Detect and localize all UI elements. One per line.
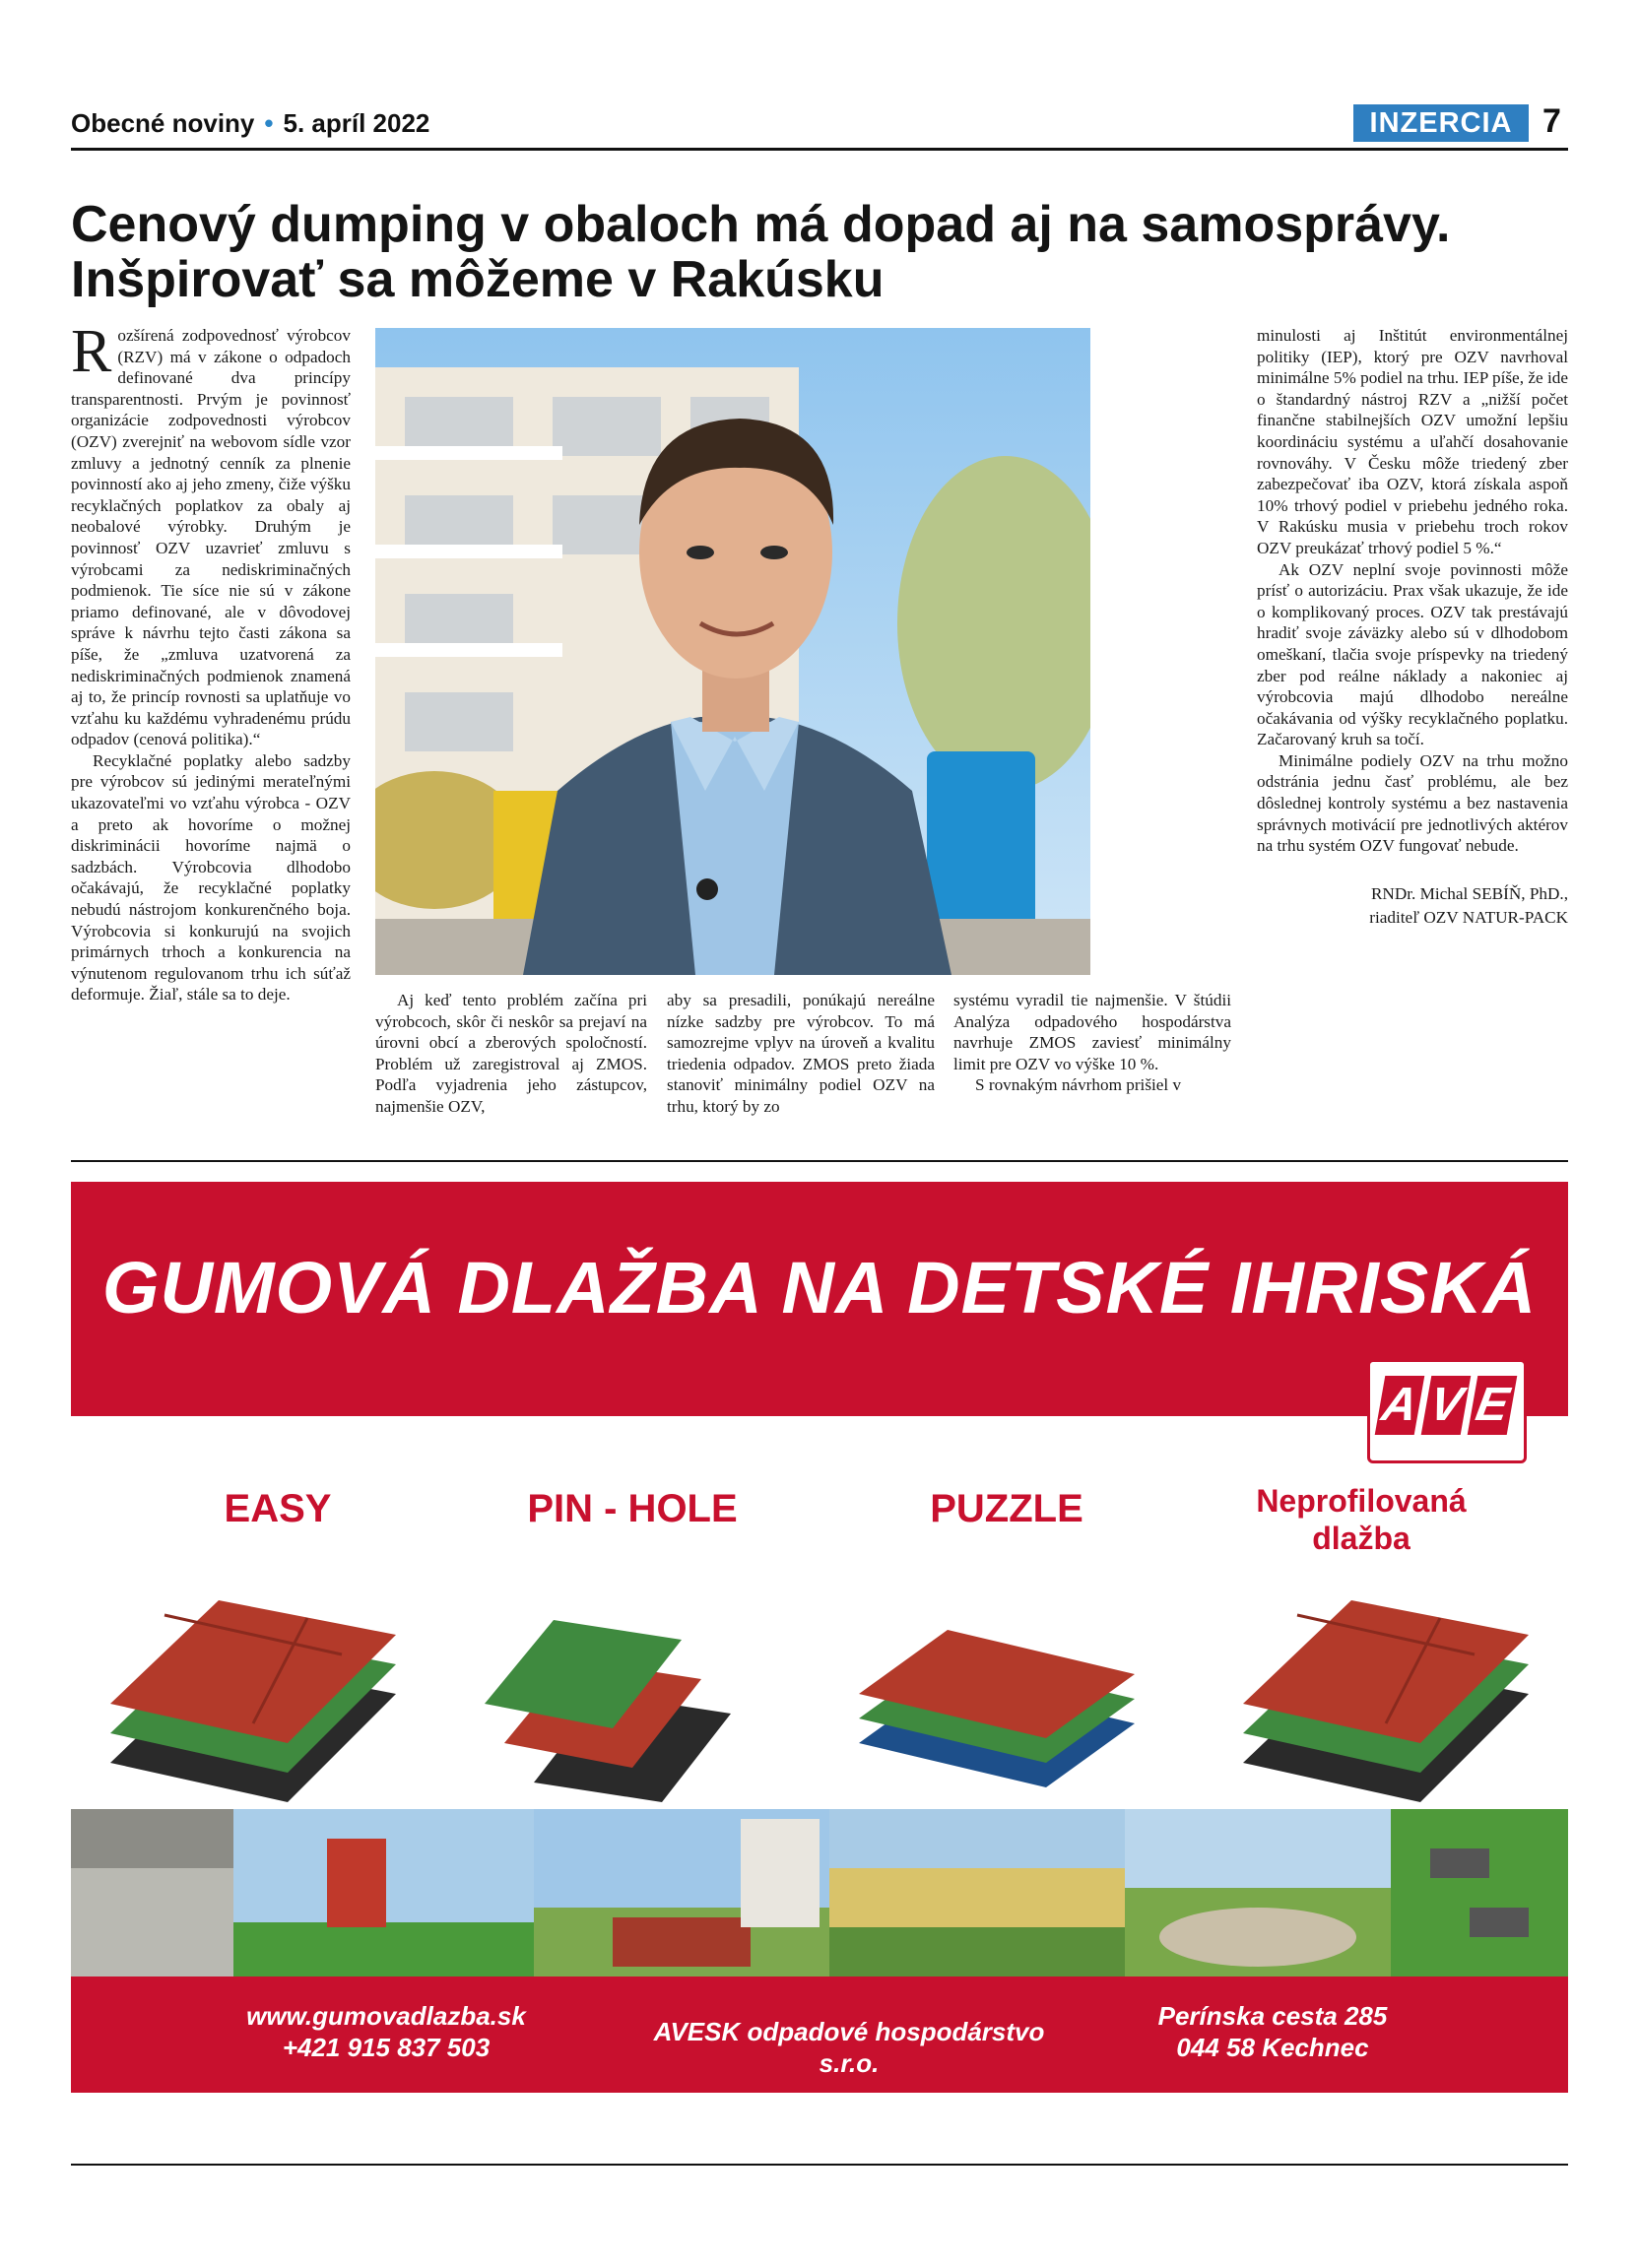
author-name: RNDr. Michal SEBÍŇ, PhD., [1370,883,1568,903]
ad-address [1125,2000,1420,2063]
tile-pin-hole [485,1620,731,1802]
product-label-easy: EASY [224,1487,332,1530]
logo-letter: V [1421,1376,1472,1435]
portrait-photo [375,328,1090,975]
ad-website: www.gumovadlazba.sk [246,2001,526,2031]
product-label-neprofilovana: Neprofilovaná dlažba [1256,1483,1467,1556]
ad-phone: +421 915 837 503 [282,2033,491,2062]
issue-date: 5. apríl 2022 [283,108,430,138]
article-column-1 [71,318,351,1005]
headline-line-1: Cenový dumping v obaloch má dopad aj na samosprávy. [71,196,1451,253]
paragraph: S rovnakým návrhom prišiel v [975,1075,1182,1095]
article-column-4 [953,990,1231,1096]
headline-line-2: Inšpirovať sa môžeme v Rakúsku [71,251,885,308]
article-column-2 [375,990,647,1118]
ad-footer [71,1976,1568,2093]
paragraph: systému vyradil tie najmenšie. V štúdii Analýza odpadového hospodárstva navrhuje ZMOS zaviesť minimálny limit pre OZV vo výške 10 %. [953,991,1231,1073]
ad-company: AVESK odpadové hospodárstvo s.r.o. [653,2017,1045,2078]
logo-letter: A [1375,1376,1425,1435]
section-divider [71,1160,1568,1162]
drop-cap: R [71,318,112,385]
advertisement [71,1182,1568,2098]
tile-puzzle [859,1630,1135,1787]
publication-name: Obecné noviny [71,108,255,138]
paragraph: Recyklačné poplatky alebo sadzby pre výrobcov sú jedinými merateľnými ukazovateľmi vo vzťahu výrobca - OZV a preto ak hovoríme o možnej diskriminácii hovoríme najmä o sadzbách. Výrobcovia dlhodobo očakávajú, že recyklačné poplatky nebudú nástrojom konkurenčného boja. Výrobcovia si konkurujú na svojich primárnych trhoch a konkurencia na výnutenom regulovanom trhu ich súťaž deformuje. Žiaľ, stále sa to deje. [71,750,351,1004]
logo-letter: E [1468,1376,1518,1435]
page-number: 7 [1542,102,1561,140]
ad-title: GUMOVÁ DLAŽBA NA DETSKÉ IHRISKÁ [101,1247,1538,1328]
ad-address-city: 044 58 Kechnec [1176,2033,1369,2062]
ad-address-street: Perínska cesta 285 [1157,2001,1388,2031]
article-column-5 [1257,325,1568,930]
paragraph: aby sa presadili, ponúkajú nereálne nízke sadzby pre výrobcov. To má samozrejme vplyv na úroveň a kvalitu triedenia odpadov. ZMOS preto žiada stanoviť minimálny podiel OZV na trhu, ktorý by zo [667,991,935,1116]
ad-contact [238,2000,534,2063]
paragraph: Minimálne podiely OZV na trhu možno odstránia jednu časť problému, ale bez dôslednej kontroly systému a bez nastavenia správnych motivácií pre jednotlivých aktérov na trhu systém OZV fungovať nebude. [1257,750,1568,856]
tile-easy [110,1600,396,1802]
article-headline [71,197,1578,307]
author-title: riaditeľ OZV NATUR-PACK [1369,907,1568,927]
footer-rule [71,2164,1568,2166]
portrait-illustration [375,328,1090,975]
section-tag: INZERCIA [1353,104,1529,142]
playground-photo-strip [71,1809,1568,1976]
tile-products-illustration [71,1556,1568,1802]
product-label-puzzle: PUZZLE [930,1487,1083,1530]
paragraph [71,318,351,750]
paragraph-text: ozšírená zodpovednosť výrobcov (RZV) má v zákone o odpadoch definované dva princípy transparentnosti. Prvým je povinnosť organizácie zodpovednosti výrobcov (OZV) zverejniť na webovom sídle vzor zmluvy a jednotný cenník za plnenie povinností ako aj jeho zmeny, čiže výšku recyklačných poplatkov za obaly aj neobalové výrobky. Druhým je povinnosť OZV uzavrieť zmluvu s výrobcami za nediskriminačných podmienok. Tie síce nie sú v zákone priamo definované, ale v dôvodovej správe k návrhu tejto časti zákona sa píše, že „zmluva uzatvorená za nediskriminačných podmienok znamená aj to, že princíp rovnosti sa uplatňuje vo vzťahu ku každému vyhradenému prúdu odpadov (cenová politika).“ [71,326,351,749]
separator-dot: • [264,108,274,138]
masthead [71,108,429,139]
author-signature [1257,882,1568,930]
product-label-pin-hole: PIN - HOLE [527,1487,738,1530]
paragraph: Ak OZV neplní svoje povinnosti môže prísť o autorizáciu. Prax však ukazuje, že ide o komplikovaný proces. OZV tak prestávajú hradiť svoje záväzky alebo sú v dlhodobom omeškaní, tlačia svoje príspevky na triedený zber pod reálne náklady a nakoniec aj výrobcovia majú dlhodobo nereálne očakávania od výšky recyklačného poplatku. Začarovaný kruh sa točí. [1257,559,1568,749]
article-column-3 [667,990,935,1118]
paragraph: minulosti aj Inštitút environmentálnej politiky (IEP), ktorý pre OZV navrhoval minimálne 5% podiel na trhu. IEP píše, že ide o štandardný nástroj RZV a „nižší počet finančne stabilnejších OZV umožní lepšiu koordináciu systému a uľahčí dosahovanie rovnováhy. V Česku môže triedený zber zabezpečovať iba OZV, ktorá získala aspoň 10% trhový podiel v priebehu jedného roka. V Rakúsku musia v priebehu troch rokov OZV preukázať trhový podiel 5 %.“ [1257,326,1568,557]
paragraph: Aj keď tento problém začína pri výrobcoch, skôr či neskôr sa prejaví na úrovni obcí a zberových spoločností. Problém už zaregistroval aj ZMOS. Podľa vyjadrenia jeho zástupcov, najmenšie OZV, [375,991,647,1116]
ave-logo [1367,1359,1527,1463]
tile-neprofilovana [1243,1600,1529,1802]
header-rule [71,148,1568,151]
